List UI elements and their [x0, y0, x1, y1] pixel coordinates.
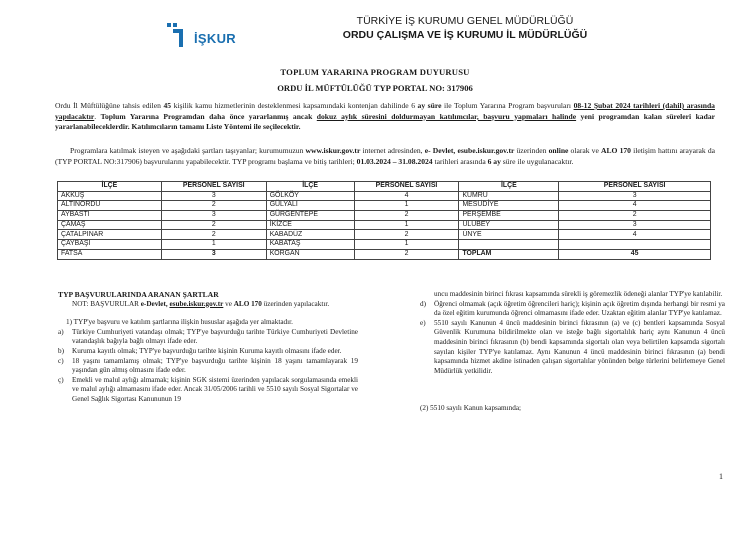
table-cell: 2 [354, 230, 459, 240]
column-header: İLÇE [58, 182, 162, 192]
table-cell: 3 [559, 191, 711, 201]
table-row [58, 249, 711, 259]
org-subtitle: ORDU ÇALIŞMA VE İŞ KURUMU İL MÜDÜRLÜĞÜ [342, 29, 588, 41]
table-cell: KABADÜZ [266, 230, 354, 240]
table-cell: 3 [161, 211, 266, 221]
table-cell: GÜLYALI [266, 201, 354, 211]
table-cell: ÇAMAŞ [58, 220, 162, 230]
table-cell: 3 [161, 249, 266, 259]
table-row [58, 211, 711, 221]
column-header: İLÇE [266, 182, 354, 192]
list-item: ç) Emekli ve malul aylığı almamak; kişinin SGK sistemi üzerinden yapılacak sorgulamasında emekli ve malul aylığı almamasını ifade eder. Ancak 31/05/2006 tarihli ve 5510 sayılı Sosyal Sigortalar ve Genel Sağlık Sigortası Kanununun 19 [58, 375, 358, 403]
table-cell: 4 [559, 230, 711, 240]
table-row [58, 191, 711, 201]
table-cell: 1 [354, 201, 459, 211]
table-cell: AKKUŞ [58, 191, 162, 201]
table-cell [559, 240, 711, 250]
esube-link[interactable]: esube.iskur.gov.tr [169, 299, 224, 308]
table-row [58, 201, 711, 211]
list-item: b) Kuruma kayıtlı olmak; TYP'ye başvurduğu tarihte kişinin Kuruma kayıtlı olmasını ifade eder. [58, 346, 342, 355]
iskur-website-link[interactable]: www.iskur.gov.tr [305, 146, 361, 155]
table-cell: PERŞEMBE [459, 211, 559, 221]
table-cell: FATSA [58, 249, 162, 259]
table-cell: ALTINORDU [58, 201, 162, 211]
column-header: PERSONEL SAYISI [354, 182, 459, 192]
table-cell: KABATAŞ [266, 240, 354, 250]
table-cell: 1 [354, 240, 459, 250]
table-cell: ULUBEY [459, 220, 559, 230]
total-value-cell: 45 [559, 249, 711, 259]
column-header: PERSONEL SAYISI [559, 182, 711, 192]
page-number: 1 [719, 472, 723, 481]
table-cell: 1 [161, 240, 266, 250]
table-cell: ÇATALPINAR [58, 230, 162, 240]
table-cell: 2 [161, 220, 266, 230]
table-cell: 2 [161, 201, 266, 211]
table-cell: ÜNYE [459, 230, 559, 240]
table-row [58, 240, 711, 250]
table-cell: 4 [354, 191, 459, 201]
portal-number-heading: ORDU İL MÜFTÜLÜĞÜ TYP PORTAL NO: 317906 [277, 83, 473, 93]
list-item: a) Türkiye Cumhuriyeti vatandaşı olmak; TYP'ye başvurduğu tarihte Türkiye Cumhuriyeti Devletine vatandaşlık bağıyla bağlı olmayı ifade eder. [58, 327, 358, 346]
table-cell: KUMRU [459, 191, 559, 201]
requirements-left-column [58, 290, 358, 405]
list-intro: 1) TYP'ye başvuru ve katılım şartlarına ilişkin hususlar aşağıda yer almaktadır. [66, 318, 293, 327]
table-header-row [58, 182, 711, 192]
table-cell: 2 [354, 211, 459, 221]
requirements-right-column [420, 290, 725, 414]
table-cell: 2 [161, 230, 266, 240]
table-cell: GÜRGENTEPE [266, 211, 354, 221]
table-cell: GÖLKÖY [266, 191, 354, 201]
table-cell: MESUDİYE [459, 201, 559, 211]
application-note: NOT: BAŞVURULAR e-Devlet, esube.iskur.gov.tr ve ALO 170 üzerinden yapılacaktır. [72, 299, 330, 308]
column-header: PERSONEL SAYISI [161, 182, 266, 192]
announcement-title: TOPLUM YARARINA PROGRAM DUYURUSU [280, 67, 470, 77]
table-cell: 2 [354, 249, 459, 259]
continued-text: uncu maddesinin birinci fıkrası kapsamında sürekli iş göremezlik ödeneği alanlar TYP'ye katılabilir. [434, 290, 723, 298]
table-cell: İKİZCE [266, 220, 354, 230]
list-intro-2: (2) 5510 sayılı Kanun kapsamında; [420, 404, 522, 413]
personnel-table [57, 181, 711, 260]
table-cell: 3 [559, 220, 711, 230]
requirements-heading: TYP BAŞVURULARINDA ARANAN ŞARTLAR [58, 290, 219, 299]
intro-paragraph-2: Programlara katılmak isteyen ve aşağıdaki şartları taşıyanlar; kurumumuzun www.iskur.gov.tr internet adresinden, e- Devlet, esube.iskur.gov.tr üzerinden online olarak ve ALO 170 iletişim hattını arayarak da (TYP PORTAL NO:317906) başvurularını yapabilecektir. TYP programı başlama ve bitiş tarihleri; 01.03.2024 – 31.08.2024 tarihleri arasında 6 ay süre ile uygulanacaktır. [55, 146, 716, 166]
table-cell: 4 [559, 201, 711, 211]
total-label-cell: TOPLAM [459, 249, 559, 259]
column-header: İLÇE [459, 182, 559, 192]
org-title: TÜRKİYE İŞ KURUMU GENEL MÜDÜRLÜĞÜ [356, 15, 574, 27]
list-item: e) 5510 sayılı Kanunun 4 üncü maddesinin birinci fıkrasının (a) ve (c) bentleri kapsamında Sosyal Güvenlik Kurumuna bildirilmekte olan ve isteğe bağlı sigortalılık hariç aynı Kanunun 4 üncü maddesinin birinci fıkrasının (b) bendi kapsamında sigortalı olan veya belirtilen kapsamda sigortalı sayılan kişiler TYP'ye katılamaz. Aynı Kanunun 4 üncü maddesinin birinci fıkrasının (a) bendi kapsamında hizmet akdine istinaden çalışan sigortalılar yönünden belge türlerini belirlemeye Genel Müdürlük yetkilidir. [420, 318, 725, 375]
list-item: c) 18 yaşını tamamlamış olmak; TYP'ye başvurduğu tarihte kişinin 18 yaşını tamamlayarak 19 yaşından gün almış olmasını ifade eder. [58, 356, 358, 375]
table-row [58, 230, 711, 240]
table-row [58, 220, 711, 230]
table-cell: 1 [354, 220, 459, 230]
table-cell [459, 240, 559, 250]
table-cell: AYBASTI [58, 211, 162, 221]
table-cell: 3 [161, 191, 266, 201]
intro-paragraph-1: Ordu İl Müftülüğüne tahsis edilen 45 kişilik kamu hizmetlerinin desteklenmesi kapsamındaki kontenjan dahilinde 6 ay süre ile Toplum Yararına Program başvuruları 08-12 Şubat 2024 tarihleri (dahil) arasında yapılacaktır. Toplum Yararına Programdan daha önce yararlanmış ancak dokuz aylık süresini doldurmayan katılımcılar, başvuru yapmaları halinde yeni programdan kalan süreleri kadar yararlanabileceklerdir. Katılımcıların tamamı Liste Yöntemi ile seçilecektir. [55, 101, 715, 132]
list-item: d) Öğrenci olmamak (açık öğretim öğrencileri hariç); kişinin açık öğretim dışında herhangi bir resmi ya da özel eğitim kurumunda öğrenci olmamasını ifade eder. Uzaktan eğitim alanlar TYP'ye katılamaz. [420, 299, 725, 318]
table-cell: 2 [559, 211, 711, 221]
table-cell: ÇAYBAŞI [58, 240, 162, 250]
table-cell: KORGAN [266, 249, 354, 259]
iskur-logo-text: İŞKUR [194, 31, 236, 46]
